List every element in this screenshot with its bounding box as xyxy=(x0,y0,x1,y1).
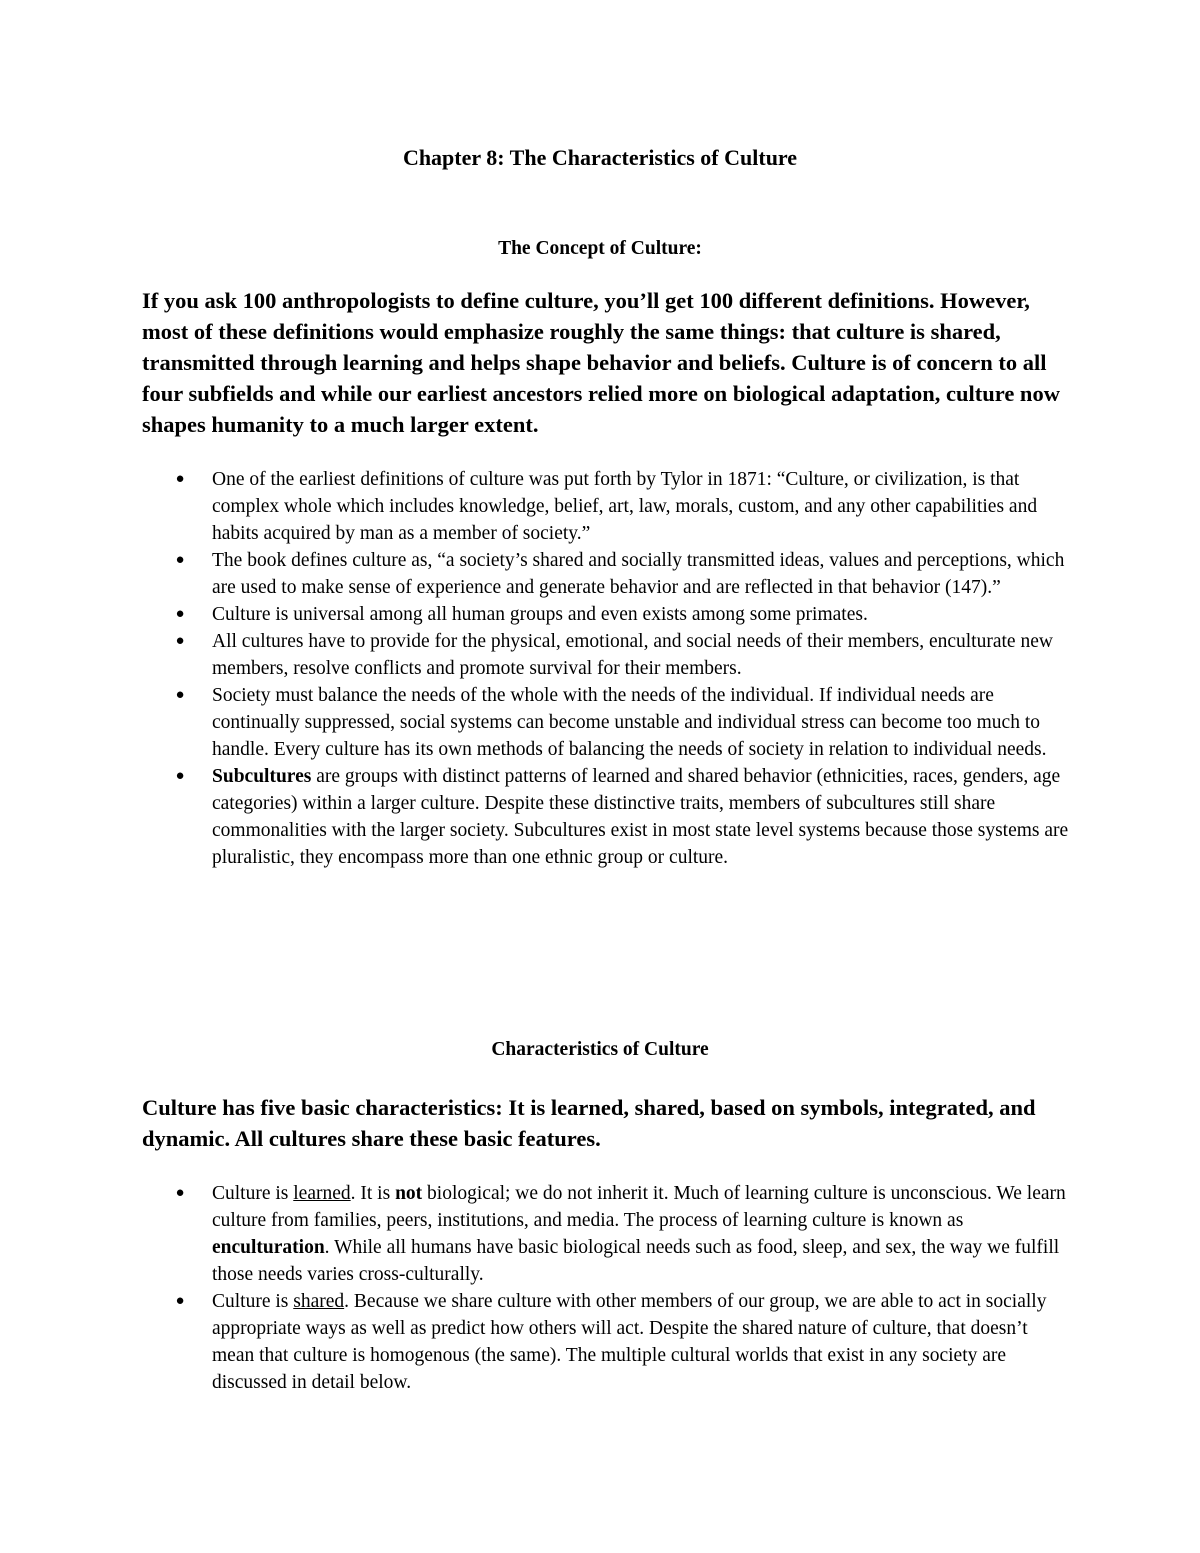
bullet-icon: ● xyxy=(175,687,185,703)
intro-paragraph-characteristics: Culture has five basic characteristics: It is learned, shared, based on symbols, integrated, and dynamic. All cultures share these basic features. xyxy=(142,1095,1036,1151)
list-item-text: Culture is xyxy=(212,1291,294,1312)
bullet-icon: ● xyxy=(175,1185,185,1201)
list-item-text: All cultures have to provide for the physical, emotional, and social needs of their members, enculturate new members, resolve conflicts and promote survival for their members. xyxy=(212,631,1053,679)
list-item xyxy=(170,601,1070,628)
section-heading-concept: The Concept of Culture: xyxy=(498,238,702,259)
list-item-text: Society must balance the needs of the whole with the needs of the individual. If individual needs are continually suppressed, social systems can become unstable and individual stress can become too much to handle. Every culture has its own methods of balancing the needs of society in relation to individual needs. xyxy=(212,685,1047,760)
bold-term-not: not xyxy=(395,1183,423,1204)
list-item xyxy=(170,1288,1070,1396)
bullet-icon: ● xyxy=(175,606,185,622)
list-item xyxy=(170,628,1070,682)
bullet-icon: ● xyxy=(175,633,185,649)
term-subcultures: Subcultures xyxy=(212,766,312,787)
bullet-icon: ● xyxy=(175,471,185,487)
list-item-text: are groups with distinct patterns of learned and shared behavior (ethnicities, races, genders, age categories) within a larger culture. Despite these distinctive traits, members of subcultures still share commonalities with the larger society. Subcultures exist in most state level systems because those systems are pluralistic, they encompass more than one ethnic group or culture. xyxy=(212,766,1069,868)
list-item-text: . Because we share culture with other members of our group, we are able to act in socially appropriate ways as well as predict how others will act. Despite the shared nature of culture, that doesn’t mean that culture is homogenous (the same). The multiple cultural worlds that exist in any society are discussed in detail below. xyxy=(212,1291,1047,1393)
bullet-list-characteristics xyxy=(170,1180,1070,1396)
bullet-icon: ● xyxy=(175,552,185,568)
bullet-icon: ● xyxy=(175,768,185,784)
bullet-list-concept xyxy=(170,466,1070,871)
underlined-term-learned: learned xyxy=(293,1183,351,1204)
list-item-text: The book defines culture as, “a society’s shared and socially transmitted ideas, values and perceptions, which are used to make sense of experience and generate behavior and are reflected in that behavior (147).” xyxy=(212,550,1065,598)
list-item xyxy=(170,547,1070,601)
list-item-text: One of the earliest definitions of culture was put forth by Tylor in 1871: “Culture, or civilization, is that complex whole which includes knowledge, belief, art, law, morals, custom, and any other capabilities and habits acquired by man as a member of society.” xyxy=(212,469,1038,544)
underlined-term-shared: shared xyxy=(293,1291,345,1312)
list-item-text: biological; we do not inherit it. Much of learning culture is unconscious. We learn culture from families, peers, institutions, and media. The process of learning culture is known as xyxy=(212,1183,1066,1231)
list-item xyxy=(170,466,1070,547)
list-item-text: . It is xyxy=(350,1183,396,1204)
section-heading-characteristics: Characteristics of Culture xyxy=(491,1039,709,1060)
list-item xyxy=(170,682,1070,763)
list-item xyxy=(170,763,1070,871)
bullet-icon: ● xyxy=(175,1293,185,1309)
bold-term-enculturation: enculturation xyxy=(212,1237,325,1258)
list-item xyxy=(170,1180,1070,1288)
list-item-text: Culture is universal among all human groups and even exists among some primates. xyxy=(212,604,868,625)
document-title: Chapter 8: The Characteristics of Culture xyxy=(402,145,798,170)
list-item-text: Culture is xyxy=(212,1183,294,1204)
intro-paragraph-concept: If you ask 100 anthropologists to define culture, you’ll get 100 different definitions. However, most of these definitions would emphasize roughly the same things: that culture is shared, transmitted through learning and helps shape behavior and beliefs. Culture is of concern to all four subfields and while our earliest ancestors relied more on biological adaptation, culture now shapes humanity to a much larger extent. xyxy=(142,288,1060,437)
list-item-text: . While all humans have basic biological needs such as food, sleep, and sex, the way we fulfill those needs varies cross-culturally. xyxy=(212,1237,1060,1285)
